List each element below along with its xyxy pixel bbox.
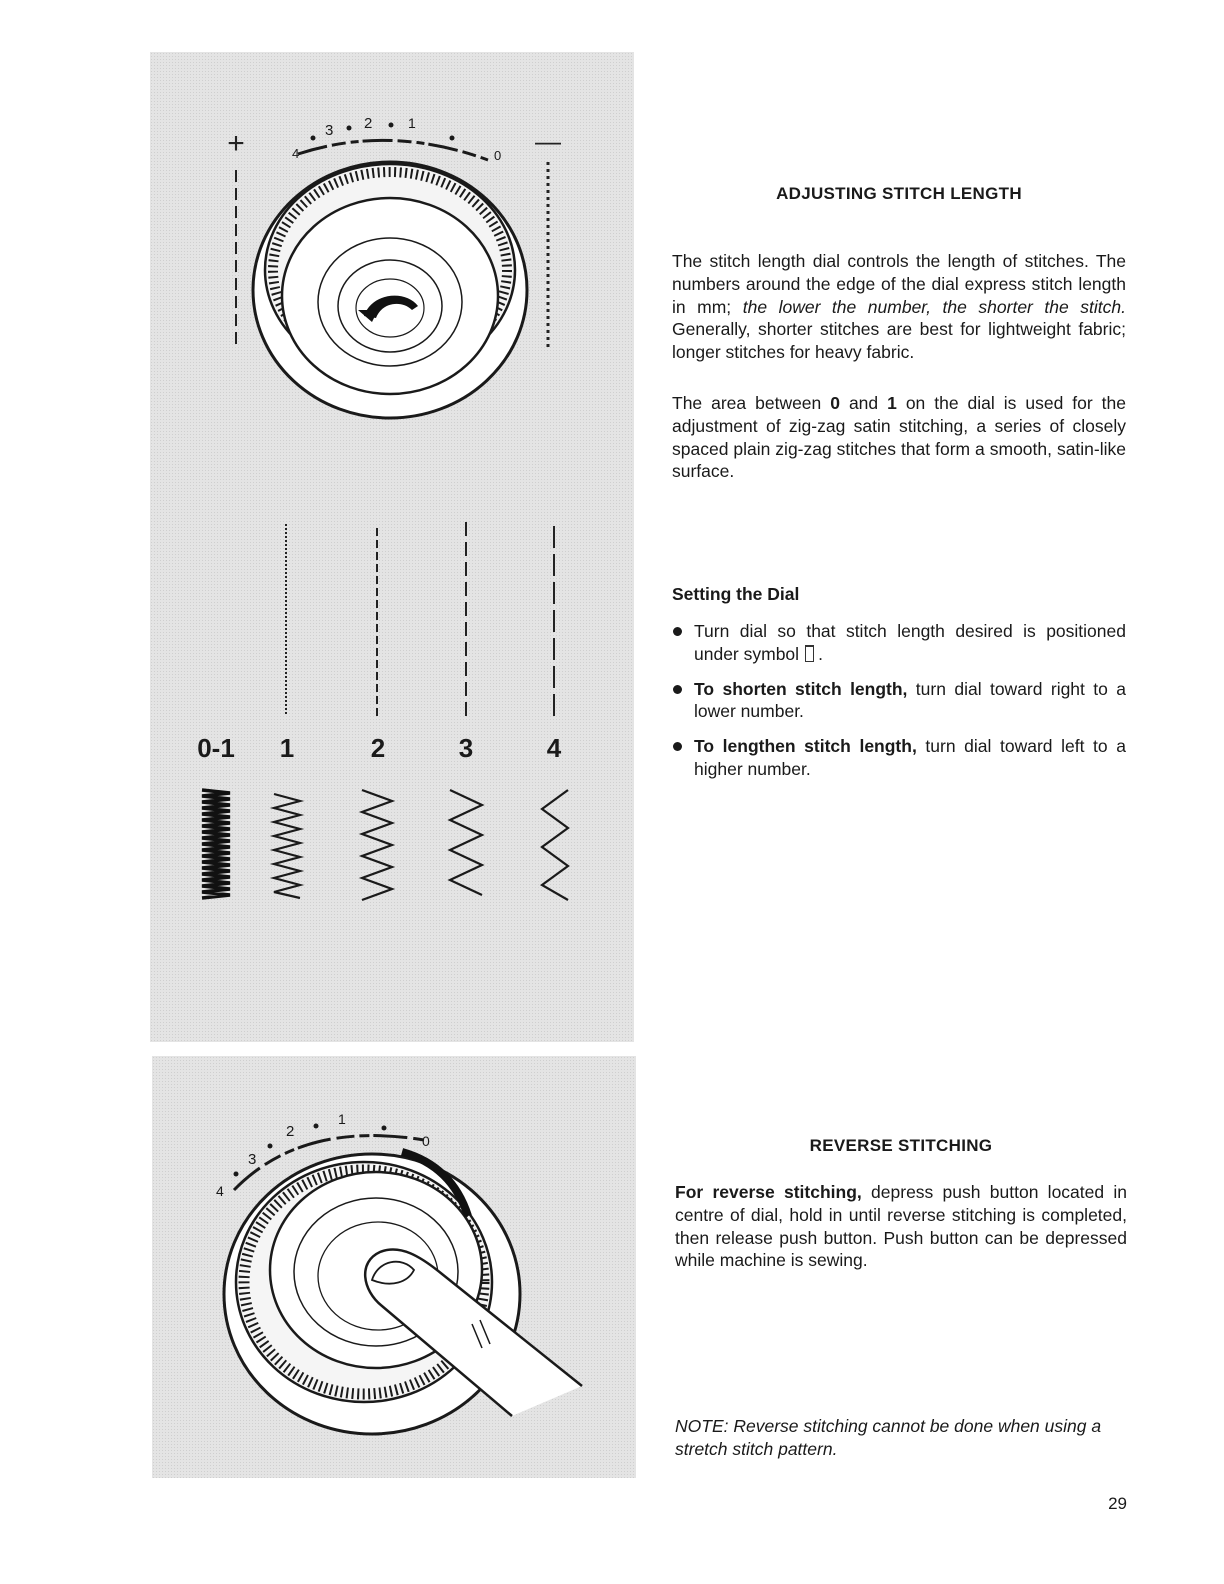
- minus-sign: —: [535, 126, 561, 156]
- stitch-length-figure: [150, 52, 634, 1042]
- dial-number-1-bottom: 1: [338, 1111, 346, 1127]
- dial-number-1: 1: [408, 115, 416, 131]
- list-item: Turn dial so that stitch length desired is positioned under symbol .: [672, 620, 1126, 666]
- list-item: To shorten stitch length, turn dial toward right to a lower number.: [672, 678, 1126, 724]
- dial-number-0: 0: [494, 148, 502, 163]
- zigzag-stitch-3: [450, 790, 482, 895]
- zigzag-satin-0-1: [202, 790, 230, 898]
- stitch-label-3: 3: [458, 733, 474, 763]
- stitch-length-illustration: [150, 52, 634, 1042]
- page-number: 29: [1108, 1494, 1127, 1513]
- dial-number-4: 4: [292, 146, 300, 161]
- reverse-stitching-note: NOTE: Reverse stitching cannot be done when using a stretch stitch pattern.: [675, 1416, 1102, 1459]
- zigzag-stitch-1: [274, 794, 300, 898]
- setting-the-dial-list: [672, 620, 1126, 793]
- stitch-label-1: 1: [279, 733, 295, 763]
- stitch-label-0-1: 0-1: [197, 733, 235, 763]
- dial-number-4-bottom: 4: [216, 1183, 224, 1199]
- straight-stitch-samples: [286, 522, 554, 718]
- stitch-label-2: 2: [370, 733, 386, 763]
- adjusting-stitch-length-heading: ADJUSTING STITCH LENGTH: [776, 184, 1022, 203]
- reverse-stitching-figure: [152, 1056, 636, 1478]
- dial-number-3: 3: [325, 122, 334, 139]
- stitch-label-4: 4: [546, 733, 562, 763]
- dial-number-0-bottom: 0: [422, 1133, 430, 1149]
- dial-scale-arc: [298, 140, 488, 160]
- reverse-stitching-illustration: [152, 1056, 636, 1478]
- dial-number-2-bottom: 2: [286, 1123, 295, 1140]
- zigzag-stitch-samples: [202, 790, 568, 900]
- zigzag-stitch-4: [542, 790, 568, 900]
- adjusting-paragraph-1: The stitch length dial controls the length of stitches. The numbers around the edge of the dial express stitch length in mm; the lower the number, the shorter the stitch. Generally, shorter stitches are best for lightweight fabric; longer stitches for heavy fabric.: [672, 251, 1126, 363]
- list-item: To lengthen stitch length, turn dial toward left to a higher number.: [672, 735, 1126, 781]
- dial-number-3-bottom: 3: [248, 1151, 257, 1168]
- zigzag-stitch-2: [362, 790, 392, 900]
- stitch-length-dial: [253, 162, 527, 418]
- setting-the-dial-heading: Setting the Dial: [672, 584, 800, 604]
- adjusting-paragraph-2: The area between 0 and 1 on the dial is used for the adjustment of zig-zag satin stitching, a series of closely spaced plain zig-zag stitches that form a smooth, satin-like surface.: [672, 393, 1126, 482]
- dial-number-2: 2: [364, 115, 373, 132]
- stitch-length-symbol-icon: [805, 645, 814, 662]
- plus-sign: +: [227, 127, 245, 160]
- reverse-stitching-heading: REVERSE STITCHING: [809, 1136, 993, 1155]
- reverse-stitching-paragraph: For reverse stitching, depress push button located in centre of dial, hold in until reverse stitching is completed, then release push button. Push button can be depressed while machine is sewing.: [675, 1182, 1127, 1271]
